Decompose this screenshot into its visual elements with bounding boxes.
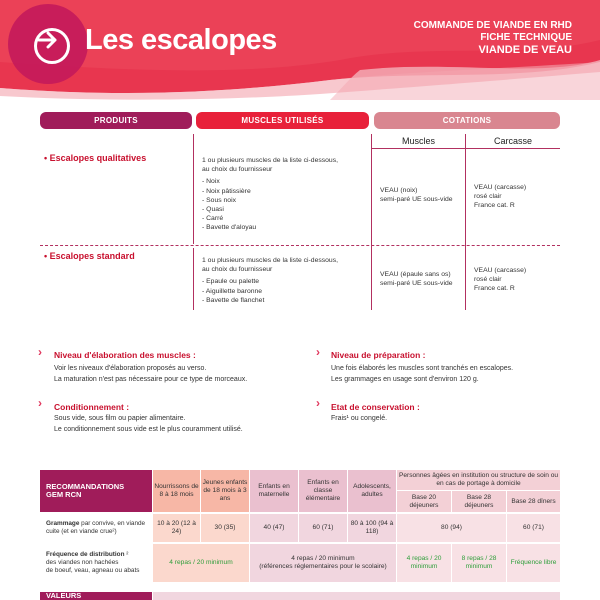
preparation-text [331, 363, 513, 385]
cotation-line: VEAU (carcasse) [474, 267, 527, 274]
frequence-base20: 4 repas / 20 minimum [397, 544, 451, 582]
frequence-text: (références réglementaires pour le scolaire) [259, 563, 387, 570]
muscle-item: - Sous noix [202, 196, 237, 204]
page-title: Les escalopes [85, 24, 277, 56]
chevron-right-icon: › [38, 396, 42, 410]
chevron-right-icon: › [38, 345, 42, 359]
text-line: Sous vide, sous film ou papier alimentaire. [54, 415, 186, 422]
col-maternelle: Enfants en maternelle [250, 470, 298, 512]
muscle-item: - Quasi [202, 206, 224, 214]
header-cotations: COTATIONS [374, 112, 560, 129]
header-produits: PRODUITS [40, 112, 192, 129]
header-line-1: COMMANDE DE VIANDE EN RHD [413, 20, 572, 31]
grammage-ados: 80 à 100 (94 à 118) [348, 514, 396, 542]
cotation-line: France cat. R [474, 285, 515, 293]
chevron-right-icon: › [316, 345, 320, 359]
frequence-scolaire [250, 544, 396, 582]
label-bold: Grammage [46, 520, 80, 527]
product-name: • Escalopes qualitatives [44, 153, 147, 163]
subheader-carcasse: Carcasse [493, 136, 532, 146]
muscle-item: - Aiguillette baronne [202, 287, 263, 295]
col-base28-dejeuners: Base 28 déjeuners [452, 491, 506, 512]
muscles-intro: au choix du fournisseur [202, 166, 273, 174]
col-elementaire: Enfants en classe élémentaire [299, 470, 347, 512]
muscle-item: - Carré [202, 215, 224, 223]
col-agees: Personnes âgées en institution ou structure de soin ou en cas de portage à domicile [397, 470, 560, 490]
frequence-base28: 8 repas / 28 minimum [452, 544, 506, 582]
product-name: • Escalopes standard [44, 251, 135, 261]
cotation-muscles [380, 270, 453, 288]
conservation-text [331, 413, 387, 424]
text-line: La maturation n'est pas nécessaire pour ce type de morceaux. [54, 376, 248, 383]
header-banner [0, 0, 600, 100]
divider [465, 134, 466, 310]
col-jeunes: Jeunes enfants de 18 mois à 3 ans [201, 470, 249, 512]
valeurs-row [153, 592, 560, 600]
preparation-title: Niveau de préparation : [331, 350, 426, 360]
row-label-frequence [40, 544, 152, 582]
grammage-maternelle: 40 (47) [250, 514, 298, 542]
grammage-jeunes: 30 (35) [201, 514, 249, 542]
divider [193, 248, 194, 310]
conditionnement-title: Conditionnement : [54, 402, 130, 412]
col-base20-dejeuners: Base 20 déjeuners [397, 491, 451, 512]
grammage-elementaire: 60 (71) [299, 514, 347, 542]
muscles-list [202, 256, 338, 305]
label-text: cuite (et en viande crue²) [46, 528, 117, 535]
grammage-nourrissons: 10 à 20 (12 à 24) [153, 514, 200, 542]
muscles-intro: 1 ou plusieurs muscles de la liste ci-dessous, [202, 257, 339, 264]
chevron-right-icon: › [316, 396, 320, 410]
muscle-item: - Bavette d'aloyau [202, 224, 257, 232]
label-text: ² [124, 551, 129, 558]
reco-title-line: RECOMMANDATIONS [46, 482, 125, 491]
conditionnement-text [54, 413, 243, 435]
col-ados: Adolescents, adultes [348, 470, 396, 512]
cotation-line: semi-paré UE sous-vide [380, 280, 453, 288]
header-line-2: FICHE TECHNIQUE [480, 32, 572, 43]
divider [193, 134, 194, 244]
muscle-item: - Noix [202, 178, 220, 186]
header-info [414, 20, 572, 56]
cotation-line: semi-paré UE sous-vide [380, 196, 453, 204]
label-bold: Fréquence de distribution [46, 551, 125, 558]
cotation-line: France cat. R [474, 202, 515, 210]
row-label-grammage [40, 514, 152, 542]
text-line: Une fois élaborés les muscles sont tranchés en escalopes. [331, 365, 514, 372]
header-line-3: VIANDE DE VEAU [478, 44, 572, 56]
muscle-item: - Bavette de flanchet [202, 296, 265, 304]
divider [371, 134, 372, 310]
frequence-text: 4 repas / 20 minimum [291, 555, 355, 562]
elaboration-text [54, 363, 247, 385]
reco-title-line: GEM RCN [46, 490, 82, 499]
label-text: des viandes non hachées [46, 559, 119, 566]
arrow-right-icon [34, 28, 70, 64]
grammage-dejeuners: 80 (94) [397, 514, 506, 542]
label-text: par convive, en viande [79, 520, 146, 527]
text-line: Voir les niveaux d'élaboration proposés au verso. [54, 365, 207, 372]
col-nourrissons: Nourrissons de 8 à 18 mois [153, 470, 200, 512]
elaboration-title: Niveau d'élaboration des muscles : [54, 350, 196, 360]
cotation-line: rosé clair [474, 193, 502, 201]
header-muscles: MUSCLES UTILISÉS [196, 112, 369, 129]
muscles-list [202, 156, 338, 233]
cotation-line: VEAU (noix) [380, 187, 418, 194]
cotation-carcasse [474, 183, 526, 211]
text-line: Frais¹ ou congelé. [331, 415, 388, 422]
valeurs-label: VALEURS [40, 592, 152, 600]
cotation-line: rosé clair [474, 276, 502, 284]
text-line: Les grammages en usage sont d'environ 120 g. [331, 376, 479, 383]
muscle-item: - Noix pâtissière [202, 187, 251, 195]
cotation-muscles [380, 186, 453, 204]
subheader-muscles: Muscles [401, 136, 435, 146]
row-separator [40, 245, 560, 246]
frequence-diners: Fréquence libre [507, 544, 560, 582]
frequence-petits: 4 repas / 20 minimum [153, 544, 249, 582]
col-base28-diners: Base 28 dîners [507, 491, 560, 512]
muscles-intro: au choix du fournisseur [202, 266, 273, 274]
label-text: de boeuf, veau, agneau ou abats [46, 567, 140, 574]
cotation-carcasse [474, 266, 526, 294]
grammage-diners: 60 (71) [507, 514, 560, 542]
cotation-line: VEAU (épaule sans os) [380, 271, 451, 278]
reco-title [40, 470, 152, 512]
cotation-line: VEAU (carcasse) [474, 184, 527, 191]
muscle-item: - Epaule ou palette [202, 278, 260, 286]
text-line: Le conditionnement sous vide est le plus couramment utilisé. [54, 426, 243, 433]
divider [371, 148, 560, 149]
muscles-intro: 1 ou plusieurs muscles de la liste ci-dessous, [202, 157, 339, 164]
conservation-title: Etat de conservation : [331, 402, 420, 412]
